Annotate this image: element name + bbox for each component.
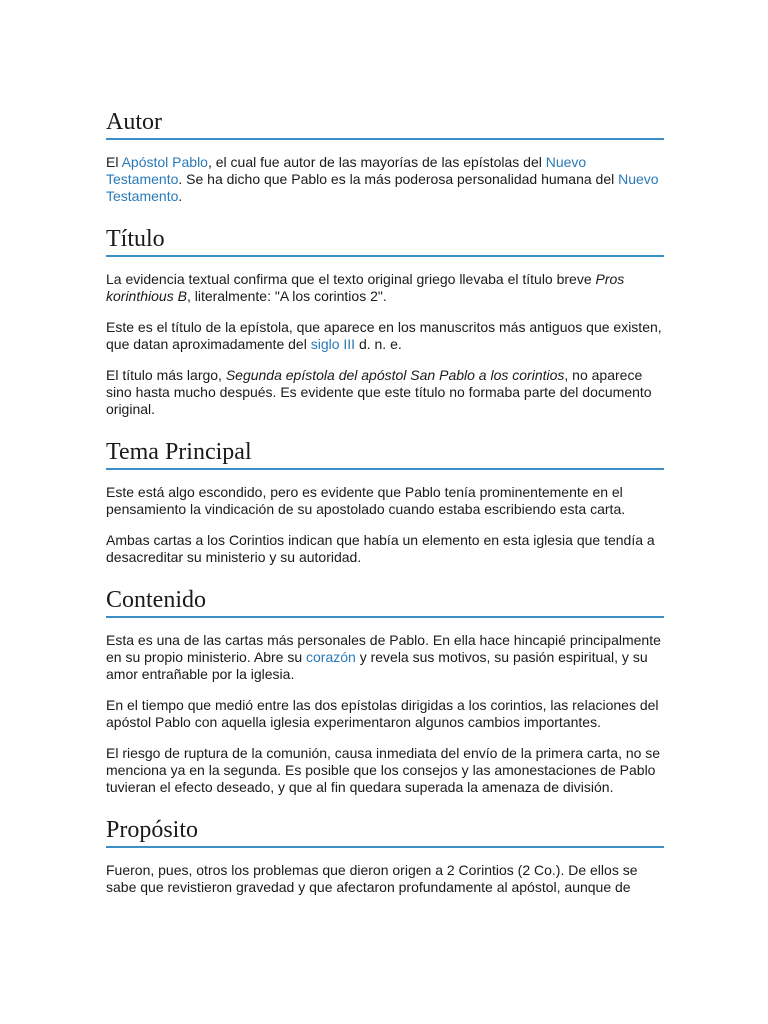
section-heading-proposito: Propósito: [106, 816, 664, 848]
link-siglo-iii[interactable]: siglo III: [310, 336, 356, 352]
titulo-paragraph-3: [106, 367, 664, 418]
text-run: La evidencia textual confirma que el texto original griego llevaba el título breve: [106, 271, 596, 287]
text-run: , no aparece sino hasta mucho después. Es evidente que este título no formaba parte del documento original.: [106, 367, 652, 417]
text-run: d. n. e.: [355, 336, 402, 352]
section-tema-principal: [106, 438, 664, 566]
section-proposito: [106, 816, 664, 896]
text-run: Este es el título de la epístola, que aparece en los manuscritos más antiguos que existen, que datan aproximadamente del: [106, 319, 662, 352]
link-nuevo-testamento-2[interactable]: Nuevo Testamento: [106, 171, 659, 204]
proposito-paragraph-1: Fueron, pues, otros los problemas que dieron origen a 2 Corintios (2 Co.). De ellos se sabe que revistieron gravedad y que afectaron profundamente al apóstol, aunque de: [106, 862, 638, 895]
italic-title: Segunda epístola del apóstol San Pablo a los corintios: [225, 367, 565, 383]
text-run: El título más largo,: [106, 367, 226, 383]
text-run: . Se ha dicho que Pablo es la más poderosa personalidad humana del: [178, 171, 619, 187]
text-run: , el cual fue autor de las mayorías de las epístolas del: [207, 154, 546, 170]
text-run: y revela sus motivos, su pasión espiritual, y su amor entrañable por la iglesia.: [106, 649, 648, 682]
contenido-paragraph-2: En el tiempo que medió entre las dos epístolas dirigidas a los corintios, las relaciones del apóstol Pablo con aquella iglesia experimentaron algunos cambios importantes.: [106, 697, 659, 730]
section-autor: [106, 108, 664, 205]
titulo-paragraph-1: [106, 271, 664, 305]
section-heading-autor: Autor: [106, 108, 664, 140]
tema-paragraph-2: Ambas cartas a los Corintios indican que había un elemento en esta iglesia que tendía a desacreditar su ministerio y su autoridad.: [106, 532, 655, 565]
section-heading-titulo: Título: [106, 225, 664, 257]
italic-title: Pros korinthious B: [106, 271, 625, 304]
section-titulo: [106, 225, 664, 418]
link-apostol-pablo[interactable]: Apóstol Pablo: [121, 154, 208, 170]
titulo-paragraph-2: [106, 319, 664, 353]
section-contenido: [106, 586, 664, 796]
text-run: .: [178, 188, 183, 204]
contenido-paragraph-3: El riesgo de ruptura de la comunión, causa inmediata del envío de la primera carta, no se menciona ya en la segunda. Es posible que los consejos y las amonestaciones de Pablo tuvieran el efecto deseado, y que al fin quedara superada la amenaza de división.: [106, 745, 661, 795]
document-page: [106, 108, 664, 916]
text-run: Esta es una de las cartas más personales de Pablo. En ella hace hincapié principalmente en su propio ministerio. Abre su: [106, 632, 661, 665]
autor-paragraph-1: [106, 154, 664, 205]
tema-paragraph-1: Este está algo escondido, pero es evidente que Pablo tenía prominentemente en el pensamiento la vindicación de su apostolado cuando estaba escribiendo esta carta.: [106, 484, 626, 517]
contenido-paragraph-1: [106, 632, 664, 683]
text-run: El: [106, 154, 122, 170]
text-run: , literalmente: "A los corintios 2".: [186, 288, 387, 304]
section-heading-tema-principal: Tema Principal: [106, 438, 664, 470]
link-corazon[interactable]: corazón: [306, 649, 356, 665]
section-heading-contenido: Contenido: [106, 586, 664, 618]
link-nuevo-testamento[interactable]: Nuevo Testamento: [106, 154, 587, 187]
